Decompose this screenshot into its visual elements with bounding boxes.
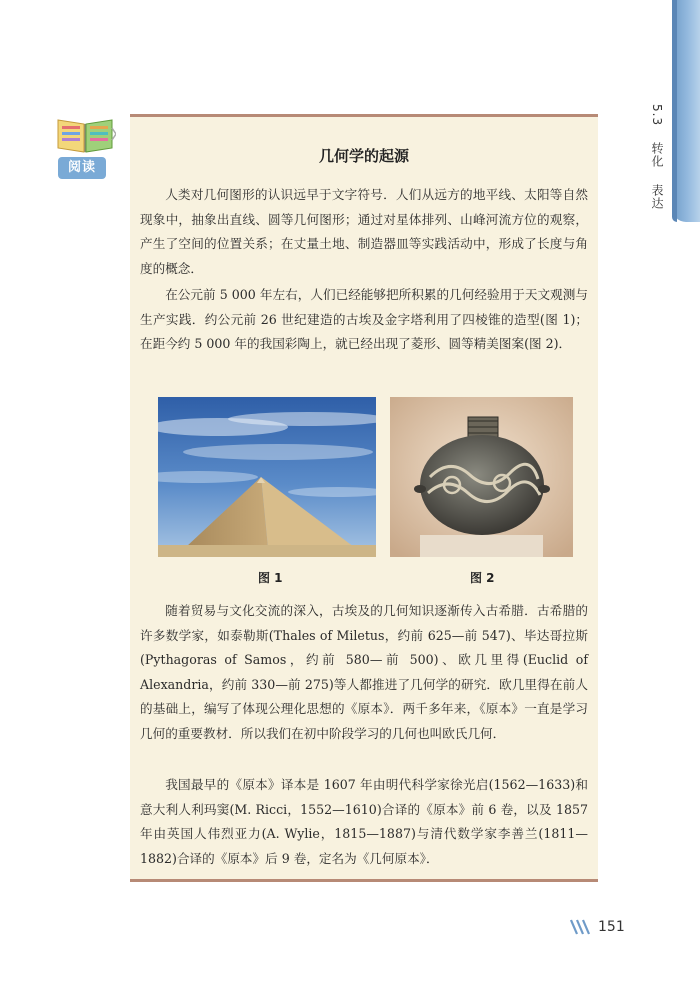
figure-1-caption: 图 1 xyxy=(258,571,283,585)
paragraph-2: 在公元前 5 000 年左右，人们已经能够把所积累的几何经验用于天文观测与生产实践．约公元前 26 世纪建造的古埃及金字塔利用了四棱锥的造型(图 1)；在距今约 5 000 年的我国彩陶上，就已经出现了菱形、圆等精美图案(图 2)． xyxy=(140,287,588,352)
section-title-part2: 表达 xyxy=(650,184,664,211)
paragraph-4: 我国最早的《原本》译本是 1607 年由明代科学家徐光启(1562—1633)和意大利人利玛窦(M. Ricci，1552—1610)合译的《原本》前 6 卷，以及 1857 年由英国人伟烈亚力(A. Wylie，1815—1887)与清代数学家李善兰(1811—1882)合译的《原本》后 9 卷，定名为《几何原本》． xyxy=(140,777,588,866)
reading-badge xyxy=(52,114,122,184)
painted-pottery-photo-icon xyxy=(390,397,573,557)
paragraph-1: 人类对几何图形的认识远早于文字符号．人们从远方的地平线、太阳等自然现象中，抽象出直线、圆等几何图形；通过对星体排列、山峰河流方位的观察，产生了空间的位置关系；在丈量土地、制造器皿等实践活动中，形成了长度与角度的概念． xyxy=(140,187,588,276)
section-title-part1: 转化 xyxy=(650,142,664,169)
article-title: 几何学的起源 xyxy=(318,147,409,165)
paragraph-3: 随着贸易与文化交流的深入，古埃及的几何知识逐渐传入古希腊．古希腊的许多数学家，如泰勒斯(Thales of Miletus，约前 625—前 547)、毕达哥拉斯(Pythagoras of Samos，约前 580—前 500)、欧几里得(Euclid of Alexandria，约前 330—前 275)等人都推进了几何学的研究．欧几里得在前人的基础上，编写了体现公理化思想的《原本》．两千多年来，《原本》一直是学习几何的重要教材．所以我们在初中阶段学习的几何也叫欧氏几何． xyxy=(140,603,588,741)
page-number xyxy=(570,916,625,938)
chapter-tab xyxy=(672,0,700,222)
section-number: 5.3 xyxy=(650,104,664,127)
reading-label: 阅读 xyxy=(58,157,106,179)
chapter-heading xyxy=(644,104,666,210)
figure-1-pyramid xyxy=(158,397,376,557)
pyramid-photo-icon xyxy=(158,397,376,557)
open-book-icon xyxy=(54,114,116,154)
figure-2-caption: 图 2 xyxy=(470,571,495,585)
page-number-text: 151 xyxy=(598,919,625,935)
reading-box xyxy=(130,114,598,882)
figure-2-pottery xyxy=(390,397,573,557)
page-stripes-icon xyxy=(570,919,596,935)
